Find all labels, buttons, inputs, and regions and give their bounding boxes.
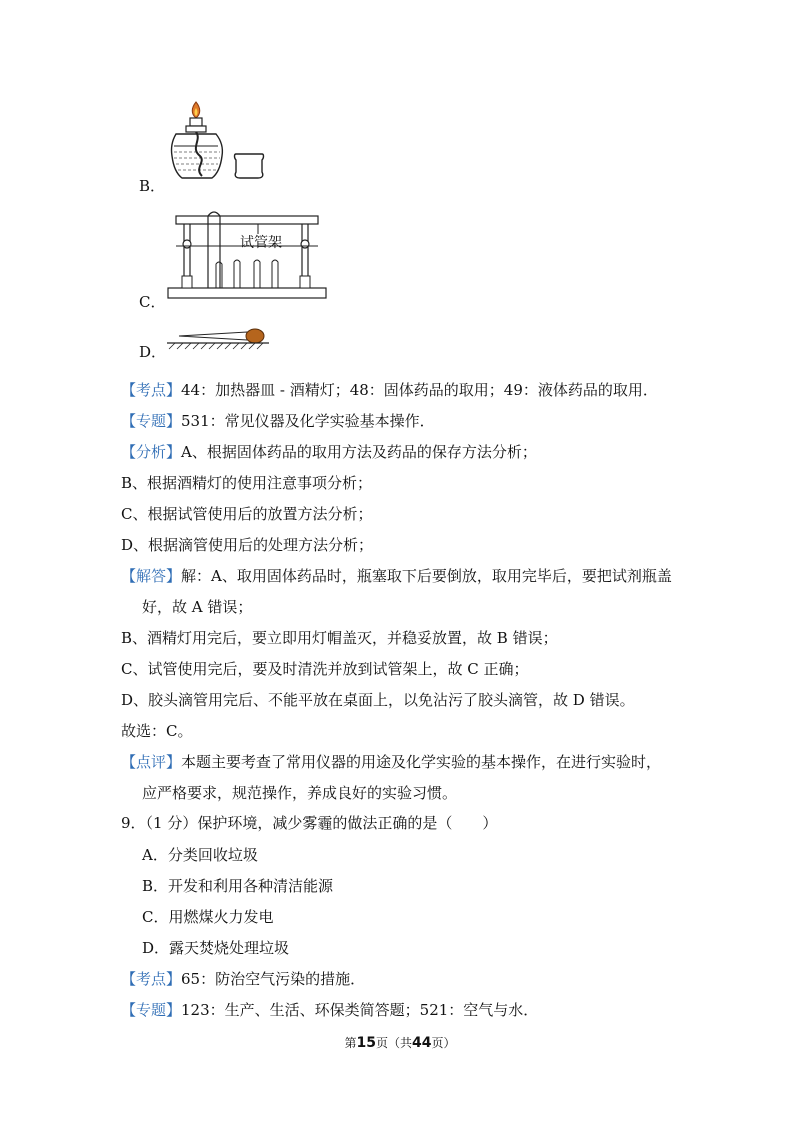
fenxi-line-4: D、根据滴管使用后的处理方法分析； bbox=[121, 536, 374, 554]
option-d-label: D． bbox=[139, 343, 167, 361]
question-9-option-d: D．露天焚烧处理垃圾 bbox=[142, 939, 290, 957]
option-c-label: C． bbox=[139, 293, 166, 311]
jieda-line-5: D、胶头滴管用完后、不能平放在桌面上，以免沾污了胶头滴管，故 D 错误。 bbox=[121, 691, 635, 709]
question-9-option-a: A．分类回收垃圾 bbox=[142, 846, 258, 864]
jieda-line-3: B、酒精灯用完后，要立即用灯帽盖灭，并稳妥放置，故 B 错误； bbox=[121, 629, 558, 647]
question-9-option-c: C．用燃煤火力发电 bbox=[142, 908, 274, 926]
jieda-line-4: C、试管使用完后，要及时清洗并放到试管架上，故 C 正确； bbox=[121, 660, 529, 678]
fenxi-line-2: B、根据酒精灯的使用注意事项分析； bbox=[121, 474, 373, 492]
footer-pre: 第 bbox=[344, 1036, 357, 1050]
kaodian-text: 65：防治空气污染的措施． bbox=[181, 970, 366, 988]
dropper-on-table-figure bbox=[165, 322, 271, 352]
zhuanti-tag: 【专题】 bbox=[121, 1001, 182, 1019]
dianping-line-1 bbox=[121, 752, 661, 772]
question-9-option-b: B．开发和利用各种清洁能源 bbox=[142, 877, 334, 895]
jieda-text: 解：A、取用固体药品时，瓶塞取下后要倒放，取用完毕后，要把试剂瓶盖 bbox=[181, 567, 672, 585]
alcohol-lamp-figure bbox=[160, 96, 270, 186]
question-9-stem: 9．（1 分）保护环境，减少雾霾的做法正确的是（ ） bbox=[121, 814, 498, 832]
fenxi-line-1 bbox=[121, 442, 537, 462]
footer-page-number: 15 bbox=[356, 1035, 376, 1051]
kaodian-tag: 【考点】 bbox=[121, 970, 182, 988]
fenxi-text: A、根据固体药品的取用方法及药品的保存方法分析； bbox=[181, 443, 537, 461]
dianping-line-2: 应严格要求，规范操作，养成良好的实验习惯。 bbox=[142, 784, 458, 802]
zhuanti-2 bbox=[121, 1000, 538, 1020]
zhuanti-1 bbox=[121, 411, 435, 431]
footer-post: 页） bbox=[431, 1036, 456, 1050]
kaodian-tag: 【考点】 bbox=[121, 381, 182, 399]
kaodian-2 bbox=[121, 969, 365, 989]
option-b-label: B． bbox=[139, 177, 166, 195]
dianping-text: 本题主要考查了常用仪器的用途及化学实验的基本操作，在进行实验时， bbox=[181, 753, 662, 771]
dianping-tag: 【点评】 bbox=[121, 753, 182, 771]
fenxi-tag: 【分析】 bbox=[121, 443, 182, 461]
zhuanti-tag: 【专题】 bbox=[121, 412, 182, 430]
page-footer bbox=[0, 1034, 800, 1051]
kaodian-text: 44：加热器皿 - 酒精灯；48：固体药品的取用；49：液体药品的取用． bbox=[181, 381, 658, 399]
test-tube-rack-figure bbox=[160, 206, 330, 302]
kaodian-1 bbox=[121, 380, 658, 400]
zhuanti-text: 123：生产、生活、环保类简答题；521：空气与水． bbox=[181, 1001, 539, 1019]
jieda-line-1 bbox=[121, 566, 672, 586]
footer-total-pages: 44 bbox=[412, 1035, 432, 1051]
jieda-line-2: 好，故 A 错误； bbox=[142, 598, 253, 616]
jieda-tag: 【解答】 bbox=[121, 567, 182, 585]
test-tube-rack-label: 试管架 bbox=[240, 235, 282, 251]
footer-mid: 页（共 bbox=[375, 1036, 412, 1050]
fenxi-line-3: C、根据试管使用后的放置方法分析； bbox=[121, 505, 373, 523]
zhuanti-text: 531：常见仪器及化学实验基本操作． bbox=[181, 412, 435, 430]
jieda-line-6: 故选：C。 bbox=[121, 722, 193, 740]
